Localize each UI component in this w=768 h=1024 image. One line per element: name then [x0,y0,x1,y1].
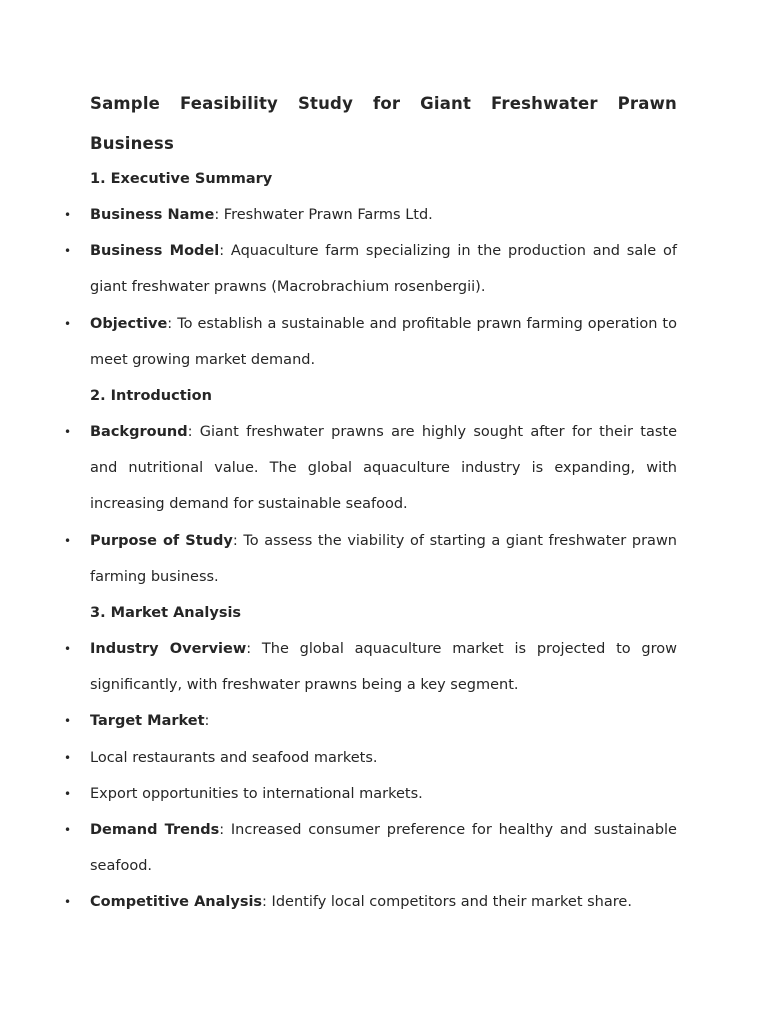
list-item [64,414,677,523]
item-label: Industry Overview [90,641,247,658]
item-text: : Increased consumer preference for healthy and sustainable seafood. [90,822,677,875]
item-text: : To assess the viability of starting a giant freshwater prawn farming business. [90,532,677,585]
list-item [64,776,677,812]
item-text: : [204,713,210,730]
item-text: : Giant freshwater prawns are highly sought after for their taste and nutritional value. The global aquaculture industry is expanding, with increasing demand for sustainable seafood. [90,424,677,513]
bullet-icon: • [64,895,72,910]
bullet-icon: • [64,425,72,440]
list-item [64,703,677,739]
item-label: Target Market [90,713,205,730]
list-item [64,812,677,884]
item-label: Purpose of Study [90,532,233,549]
list-item [64,631,677,703]
bullet-icon: • [64,533,72,548]
bullet-icon: • [64,714,72,729]
bullet-icon: • [64,208,72,222]
section-heading-market-analysis: 3. Market Analysis [90,605,242,622]
item-label: Background [90,424,188,441]
bullet-icon: • [64,244,72,259]
item-text: : Aquaculture farm specializing in the production and sale of giant freshwater prawns (Macrobrachium rosenbergii). [90,243,677,296]
item-text: : Identify local competitors and their market share. [262,894,632,911]
item-text: : The global aquaculture market is projected to grow significantly, with freshwater prawns being a key segment. [90,641,677,694]
item-label: Demand Trends [90,822,220,839]
item-label: Business Model [90,243,220,260]
bullet-icon: • [64,642,72,657]
document-page [64,84,677,921]
item-text: : Freshwater Prawn Farms Ltd. [214,207,433,223]
item-text: : To establish a sustainable and profitable prawn farming operation to meet growing market demand. [90,315,677,368]
list-item [64,306,677,378]
bullet-icon: • [64,750,72,765]
bullet-icon: • [64,823,72,838]
section-heading-executive-summary: 1. Executive Summary [90,171,273,187]
item-label: Business Name [90,207,215,223]
document-title: Sample Feasibility Study for Giant Freshwater Prawn Business [90,94,677,153]
item-text: Export opportunities to international markets. [90,785,423,802]
list-item [64,523,677,595]
list-item [64,884,677,920]
bullet-icon: • [64,316,72,331]
item-label: Objective [90,315,168,332]
item-label: Competitive Analysis [90,894,263,911]
list-item [64,233,677,305]
bullet-icon: • [64,786,72,801]
section-heading-introduction: 2. Introduction [90,388,212,405]
list-item [64,197,677,233]
item-text: Local restaurants and seafood markets. [90,749,378,766]
list-item [64,740,677,776]
